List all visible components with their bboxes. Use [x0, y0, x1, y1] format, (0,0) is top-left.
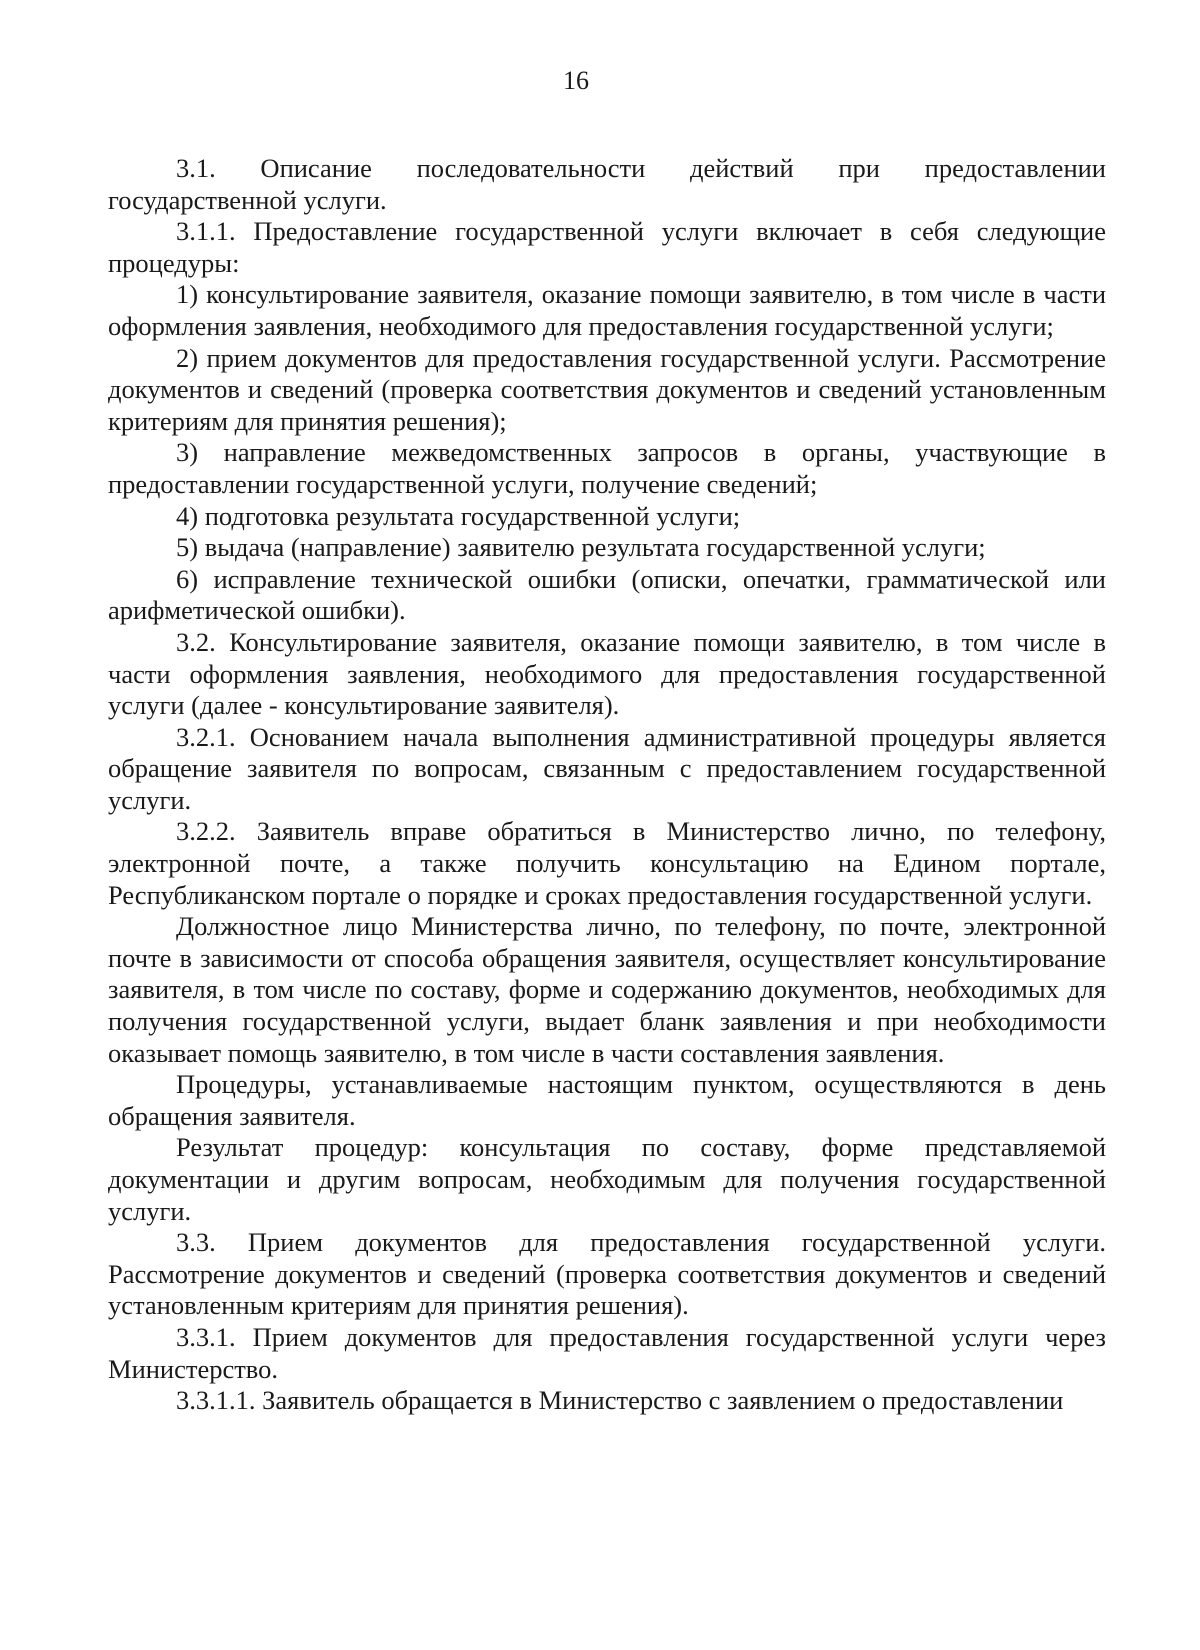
- document-body: [108, 153, 1106, 1417]
- paragraph-official-consultation: Должностное лицо Министерства лично, по телефону, по почте, электронной почте в зависимости от способа обращения заявителя, осуществляет консультирование заявителя, в том числе по составу, форме и содержанию документов, необходимых для получения государственной услуги, выдает бланк заявления и при необходимости оказывает помощь заявителю, в том числе в части составления заявления.: [108, 911, 1106, 1068]
- page-number: 16: [563, 66, 589, 95]
- paragraph-3-3-1-1: 3.3.1.1. Заявитель обращается в Министерство с заявлением о предоставлении: [176, 1385, 1064, 1416]
- section-heading-3-2: 3.2. Консультирование заявителя, оказание помощи заявителю, в том числе в части оформления заявления, необходимого для предоставления государственной услуги (далее - консультирование заявителя).: [108, 626, 1106, 721]
- list-item-1: 1) консультирование заявителя, оказание помощи заявителю, в том числе в части оформления заявления, необходимого для предоставления государственной услуги;: [108, 279, 1106, 341]
- paragraph-3-2-2: 3.2.2. Заявитель вправе обратиться в Министерство лично, по телефону, электронной почте, а также получить консультацию на Едином портале, Республиканском портале о порядке и сроках предоставления государственной услуги.: [108, 816, 1106, 910]
- list-item-5: 5) выдача (направление) заявителю результата государственной услуги;: [176, 532, 986, 563]
- list-item-2: 2) прием документов для предоставления государственной услуги. Рассмотрение документов и сведений (проверка соответствия документов и сведений установленным критериям для принятия решения);: [108, 342, 1106, 436]
- section-heading-3-3: 3.3. Прием документов для предоставления государственной услуги. Рассмотрение документов и сведений (проверка соответствия документов и сведений установленным критериям для принятия решения).: [108, 1227, 1106, 1321]
- paragraph-procedures-result: Результат процедур: консультация по составу, форме представляемой документации и другим вопросам, необходимым для получения государственной услуги.: [108, 1132, 1106, 1226]
- paragraph-procedures-timing: Процедуры, устанавливаемые настоящим пунктом, осуществляются в день обращения заявителя.: [108, 1069, 1106, 1131]
- section-heading-3-1: 3.1. Описание последовательности действий при предоставлении государственной услуги.: [108, 153, 1106, 215]
- paragraph-3-3-1: 3.3.1. Прием документов для предоставления государственной услуги через Министерство.: [108, 1321, 1106, 1384]
- list-item-6: 6) исправление технической ошибки (описки, опечатки, грамматической или арифметической ошибки).: [108, 563, 1106, 626]
- list-item-3: 3) направление межведомственных запросов в органы, участвующие в предоставлении государственной услуги, получение сведений;: [108, 437, 1106, 499]
- list-item-4: 4) подготовка результата государственной услуги;: [176, 500, 741, 531]
- paragraph-3-1-1: 3.1.1. Предоставление государственной услуги включает в себя следующие процедуры:: [108, 216, 1106, 278]
- paragraph-3-2-1: 3.2.1. Основанием начала выполнения административной процедуры является обращение заявителя по вопросам, связанным с предоставлением государственной услуги.: [108, 721, 1106, 815]
